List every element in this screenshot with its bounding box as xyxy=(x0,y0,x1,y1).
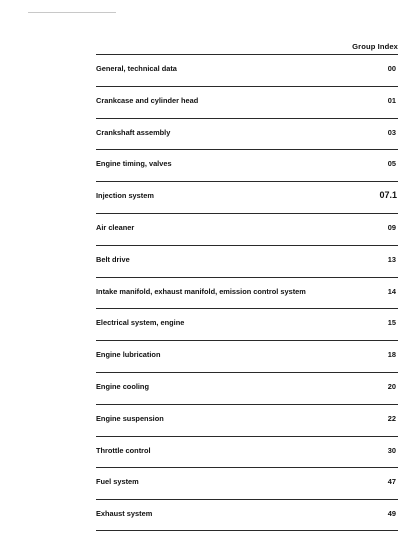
index-row[interactable] xyxy=(96,436,398,468)
index-row[interactable] xyxy=(96,467,398,499)
group-title: Exhaust system xyxy=(96,509,153,519)
group-index-list xyxy=(96,54,398,531)
group-title: Intake manifold, exhaust manifold, emission control system xyxy=(96,286,306,296)
index-row[interactable] xyxy=(96,86,398,118)
group-number: 07.1 xyxy=(379,189,397,200)
scan-artifact-line xyxy=(28,12,116,13)
group-number: 30 xyxy=(387,445,396,455)
group-title: Engine timing, valves xyxy=(96,159,172,169)
index-row[interactable] xyxy=(96,404,398,436)
group-title: Electrical system, engine xyxy=(96,318,185,328)
group-number: 47 xyxy=(387,477,396,487)
group-title: Injection system xyxy=(96,191,154,201)
index-row[interactable] xyxy=(96,181,398,213)
index-row[interactable] xyxy=(96,245,398,277)
group-number: 20 xyxy=(387,381,396,391)
group-number: 22 xyxy=(387,413,396,423)
index-row[interactable] xyxy=(96,149,398,181)
group-number: 14 xyxy=(387,286,396,296)
group-number: 03 xyxy=(387,127,396,137)
group-title: Crankshaft assembly xyxy=(96,127,171,137)
group-title: General, technical data xyxy=(96,64,177,73)
index-row[interactable] xyxy=(96,54,398,86)
index-row[interactable] xyxy=(96,499,398,531)
group-number: 09 xyxy=(387,222,396,232)
index-row[interactable] xyxy=(96,213,398,245)
group-number: 05 xyxy=(387,159,396,169)
group-number: 13 xyxy=(387,254,396,264)
group-title: Fuel system xyxy=(96,477,139,487)
group-number: 00 xyxy=(387,64,396,73)
index-row[interactable] xyxy=(96,277,398,309)
index-row[interactable] xyxy=(96,372,398,404)
group-number: 15 xyxy=(387,318,396,328)
index-row[interactable] xyxy=(96,118,398,150)
group-number: 18 xyxy=(387,350,396,360)
group-title: Belt drive xyxy=(96,254,130,264)
group-title: Engine cooling xyxy=(96,381,149,391)
group-number: 49 xyxy=(387,509,396,519)
index-row[interactable] xyxy=(96,308,398,340)
group-title: Engine suspension xyxy=(96,413,164,423)
group-title: Engine lubrication xyxy=(96,350,161,360)
index-row[interactable] xyxy=(96,340,398,372)
group-title: Air cleaner xyxy=(96,222,135,232)
group-title: Throttle control xyxy=(96,445,151,455)
group-number: 01 xyxy=(387,95,396,105)
group-title: Crankcase and cylinder head xyxy=(96,95,199,105)
group-index-header: Group Index xyxy=(352,42,398,51)
